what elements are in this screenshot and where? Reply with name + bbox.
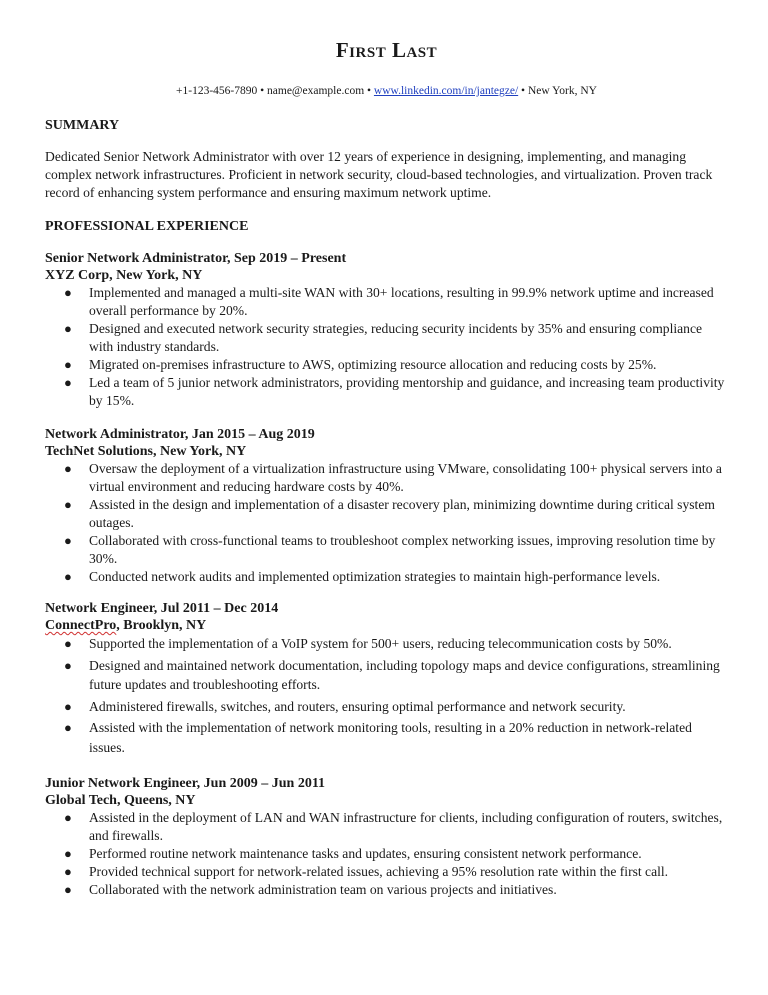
linkedin-link[interactable]: www.linkedin.com/in/jantegze/ [373, 85, 519, 97]
bullet-icon: ● [64, 357, 72, 372]
bullet-icon: ● [64, 720, 72, 735]
job-title: Network Engineer, Jul 2011 – Dec 2014 [45, 601, 279, 616]
company-location: , Brooklyn, NY [116, 618, 207, 633]
candidate-name: First Last [335, 38, 438, 62]
bullet-item [45, 697, 728, 717]
bullet-item [45, 568, 728, 586]
summary-heading: SUMMARY [45, 118, 120, 133]
bullet-text: Led a team of 5 junior network administrators, providing mentorship and guidance, and increasing team productivity by 15%. [89, 375, 725, 408]
bullet-text: Collaborated with cross-functional teams to troubleshoot complex networking issues, improving resolution time by 30%. [89, 533, 716, 566]
job-bullets [45, 284, 728, 410]
contact-location: • New York, NY [518, 85, 597, 97]
job-bullets [45, 460, 728, 586]
bullet-text: Assisted in the deployment of LAN and WAN infrastructure for clients, including configuration of routers, switches, and firewalls. [89, 810, 723, 843]
bullet-text: Collaborated with the network administration team on various projects and initiatives. [89, 882, 557, 897]
bullet-item [45, 656, 728, 695]
job-company: Global Tech, Queens, NY [45, 793, 196, 808]
bullet-icon: ● [64, 569, 72, 584]
bullet-icon: ● [64, 810, 72, 825]
bullet-item [45, 532, 728, 568]
job-title: Senior Network Administrator, Sep 2019 – Present [45, 251, 347, 266]
job-bullets [45, 634, 728, 757]
job-company: XYZ Corp, New York, NY [45, 268, 203, 283]
bullet-text: Assisted with the implementation of network monitoring tools, resulting in a 20% reduction in network-related issues. [89, 720, 692, 755]
job-entry [45, 250, 728, 410]
job-company [45, 617, 728, 634]
job-title: Junior Network Engineer, Jun 2009 – Jun 2011 [45, 776, 326, 791]
bullet-item [45, 845, 728, 863]
bullet-text: Migrated on-premises infrastructure to AWS, optimizing resource allocation and reducing costs by 25%. [89, 357, 657, 372]
job-entry [45, 600, 728, 757]
job-entry [45, 775, 728, 899]
bullet-item [45, 284, 728, 320]
bullet-text: Designed and maintained network documentation, including topology maps and device configurations, streamlining future updates and troubleshooting efforts. [89, 657, 720, 692]
contact-line [45, 85, 728, 101]
bullet-text: Provided technical support for network-related issues, achieving a 95% resolution rate within the first call. [89, 864, 669, 879]
contact-info: +1-123-456-7890 • name@example.com • [176, 85, 374, 97]
bullet-text: Assisted in the design and implementation of a disaster recovery plan, minimizing downtime during critical system outages. [89, 497, 715, 530]
bullet-icon: ● [64, 497, 72, 512]
bullet-item [45, 863, 728, 881]
bullet-item [45, 496, 728, 532]
bullet-item [45, 809, 728, 845]
bullet-icon: ● [64, 321, 72, 336]
bullet-icon: ● [64, 461, 72, 476]
job-title: Network Administrator, Jan 2015 – Aug 2019 [45, 427, 315, 442]
bullet-item [45, 460, 728, 496]
job-bullets [45, 809, 728, 899]
bullet-icon: ● [64, 698, 72, 714]
bullet-icon: ● [64, 864, 72, 879]
bullet-text: Oversaw the deployment of a virtualization infrastructure using VMware, consolidating 100+ physical servers into a virtual environment and reducing hardware costs by 40%. [89, 461, 722, 494]
bullet-item [45, 634, 728, 654]
summary-text: Dedicated Senior Network Administrator with over 12 years of experience in designing, implementing, and managing complex network infrastructures. Proficient in network security, cloud-based technologies, and virtualization. Proven track record of enhancing system performance and ensuring maximum network uptime. [45, 149, 713, 200]
bullet-icon: ● [64, 657, 72, 673]
bullet-icon: ● [64, 533, 72, 548]
bullet-item [45, 881, 728, 899]
bullet-item [45, 356, 728, 374]
bullet-text: Administered firewalls, switches, and routers, ensuring optimal performance and network security. [89, 698, 626, 714]
bullet-item [45, 374, 728, 410]
bullet-text: Performed routine network maintenance tasks and updates, ensuring consistent network performance. [89, 846, 642, 861]
spellcheck-word: ConnectPro [45, 618, 117, 633]
bullet-icon: ● [64, 846, 72, 861]
bullet-text: Supported the implementation of a VoIP system for 500+ users, reducing telecommunication costs by 50%. [89, 636, 672, 651]
bullet-text: Conducted network audits and implemented optimization strategies to maintain high-performance levels. [89, 569, 661, 584]
bullet-text: Implemented and managed a multi-site WAN with 30+ locations, resulting in 99.9% network uptime and increased overall performance by 20%. [89, 285, 714, 318]
experience-heading: PROFESSIONAL EXPERIENCE [45, 219, 249, 234]
bullet-item [45, 718, 728, 757]
job-entry [45, 426, 728, 586]
bullet-icon: ● [64, 375, 72, 390]
job-company: TechNet Solutions, New York, NY [45, 444, 247, 459]
bullet-icon: ● [64, 882, 72, 897]
bullet-icon: ● [64, 285, 72, 300]
bullet-icon: ● [64, 636, 72, 651]
bullet-text: Designed and executed network security strategies, reducing security incidents by 35% and ensuring compliance with industry standards. [89, 321, 703, 354]
bullet-item [45, 320, 728, 356]
